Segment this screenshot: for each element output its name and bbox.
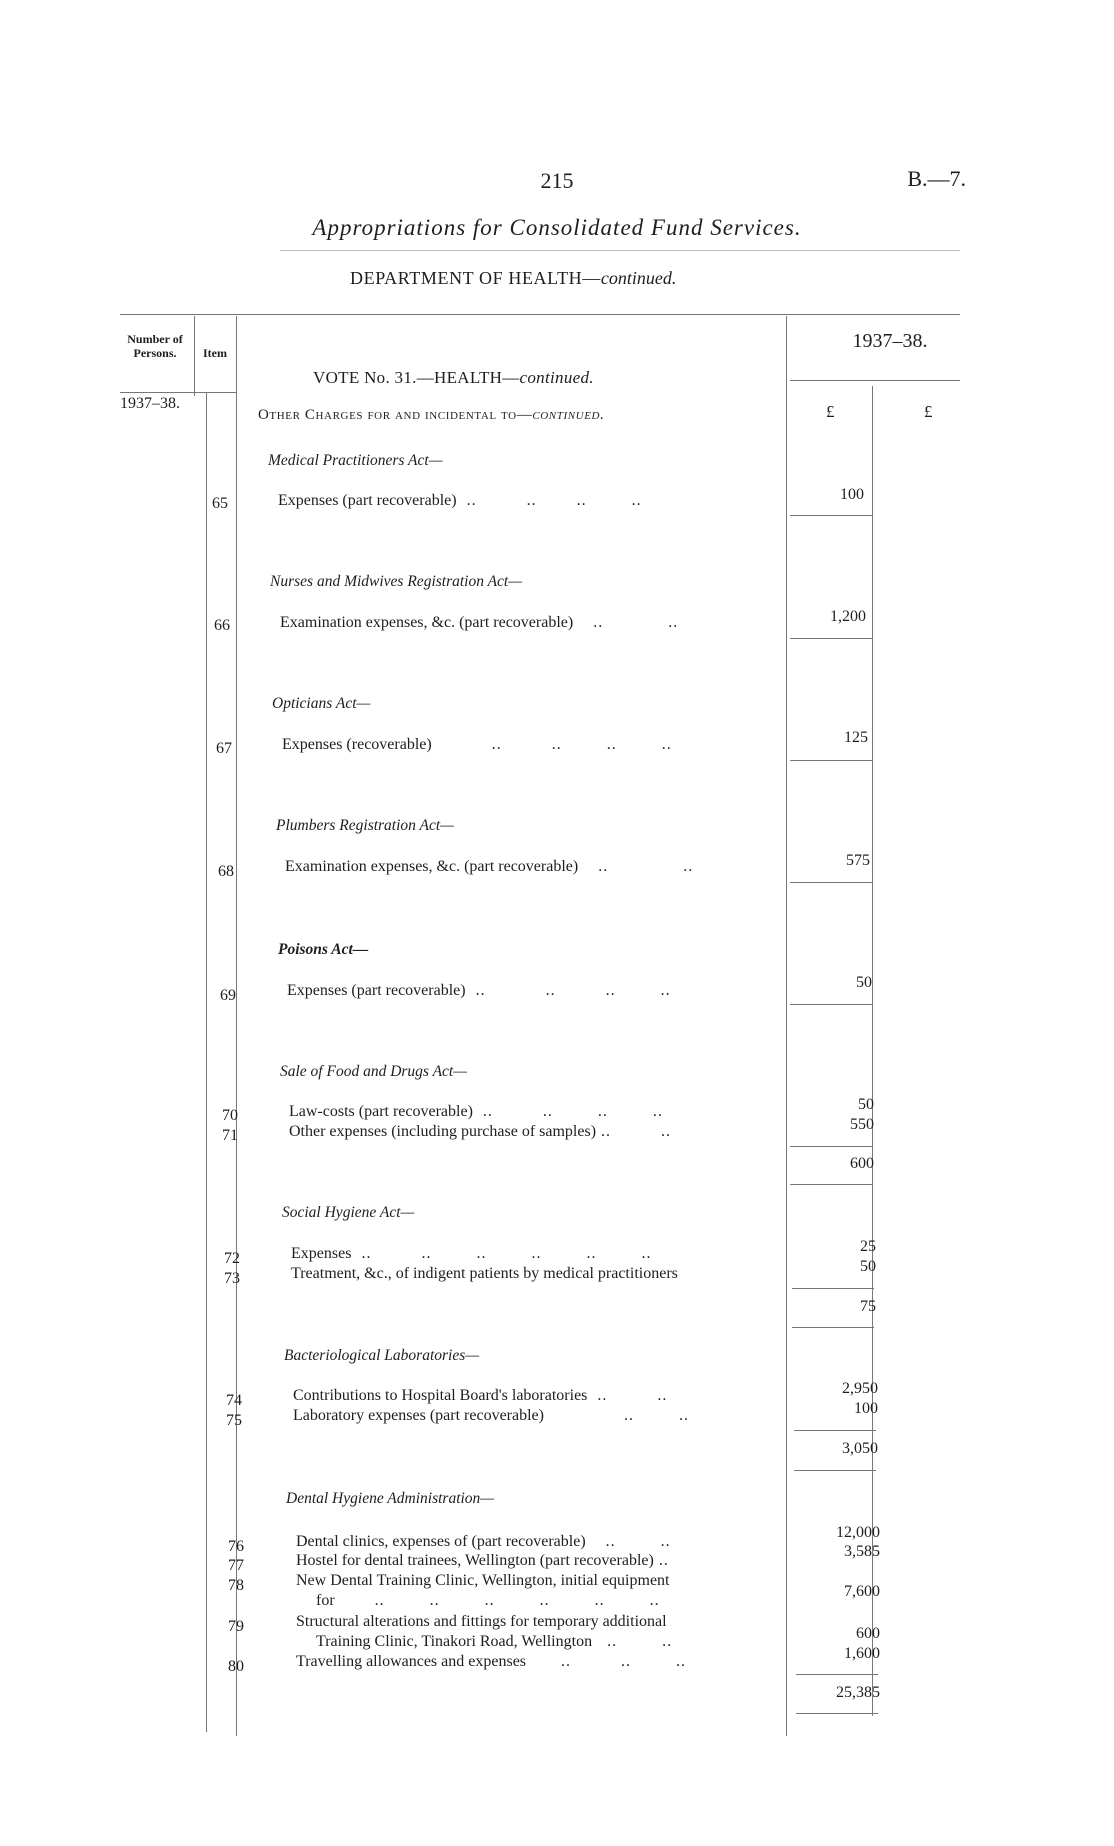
item-amount: 125 xyxy=(844,729,868,746)
amount-mid-rule xyxy=(872,386,873,1716)
item-description-continued xyxy=(316,1592,660,1610)
item-number: 66 xyxy=(214,617,230,634)
item-amount: 50 xyxy=(858,1096,874,1113)
item-header: Item xyxy=(203,346,227,360)
item-amount: 7,600 xyxy=(844,1583,880,1600)
item-description-text: Treatment, &c., of indigent patients by medical practitioners xyxy=(291,1265,678,1282)
item-description xyxy=(296,1552,669,1570)
leader-dots: .. .. .. .. xyxy=(431,736,672,753)
year-header: 1937–38. xyxy=(852,330,928,352)
item-description-text: for xyxy=(316,1592,335,1609)
amount-rule xyxy=(790,515,872,516)
item-description-text: Examination expenses, &c. (part recoverable) xyxy=(285,858,579,875)
item-amount: 12,000 xyxy=(836,1524,880,1541)
section-heading: Poisons Act— xyxy=(278,941,369,958)
item-description xyxy=(293,1407,689,1425)
leader-dots: .. .. xyxy=(585,1533,671,1550)
item-amount: 50 xyxy=(856,974,872,991)
item-number: 77 xyxy=(228,1557,244,1574)
amount-rule xyxy=(790,1184,872,1185)
item-amount: 575 xyxy=(846,852,870,869)
currency-symbol-2: £ xyxy=(924,402,933,421)
item-number: 79 xyxy=(228,1618,244,1635)
item-amount: 100 xyxy=(840,486,864,503)
item-description xyxy=(289,1103,663,1121)
item-number: 80 xyxy=(228,1658,244,1675)
item-description-text: Dental clinics, expenses of (part recoverable) xyxy=(296,1533,586,1550)
leader-dots: .. .. xyxy=(543,1407,689,1424)
department-suffix: continued. xyxy=(600,268,677,288)
item-description-text: Structural alterations and fittings for temporary additional xyxy=(296,1613,667,1630)
leader-dots: .. xyxy=(653,1552,669,1569)
item-number: 72 xyxy=(224,1250,240,1267)
section-heading: Social Hygiene Act— xyxy=(282,1204,415,1221)
item-description xyxy=(293,1387,667,1405)
leader-dots: .. .. xyxy=(587,1387,668,1404)
item-description-continued xyxy=(316,1633,672,1651)
item-amount: 1,200 xyxy=(830,608,866,625)
subtotal-rule xyxy=(792,1288,874,1289)
leader-dots: .. .. xyxy=(596,1123,672,1140)
section-heading: Bacteriological Laboratories— xyxy=(284,1347,480,1364)
leader-dots: .. .. .. .. xyxy=(472,1103,663,1120)
leader-dots: .. .. xyxy=(592,1633,673,1650)
currency-symbol-1: £ xyxy=(826,402,835,421)
item-number: 76 xyxy=(228,1538,244,1555)
subtotal-rule xyxy=(796,1674,878,1675)
title-rule xyxy=(280,250,960,251)
item-number: 70 xyxy=(222,1107,238,1124)
subtotal-rule xyxy=(794,1430,876,1431)
item-hdr-bottom-rule xyxy=(194,392,236,393)
document-reference: B.—7. xyxy=(907,166,966,191)
item-description-text: Expenses (part recoverable) xyxy=(278,492,457,509)
other-charges-suffix: continued. xyxy=(532,407,605,423)
amount-rule xyxy=(794,1470,876,1471)
item-description xyxy=(296,1533,671,1551)
year-hdr-bottom-rule xyxy=(790,380,960,381)
item-description-text: Hostel for dental trainees, Wellington (part recoverable) xyxy=(296,1552,654,1569)
leader-dots: .. .. .. .. .. .. xyxy=(351,1245,652,1262)
section-total: 25,385 xyxy=(836,1684,880,1701)
section-total: 75 xyxy=(860,1298,876,1315)
item-description-text: Contributions to Hospital Board's laboratories xyxy=(293,1387,588,1404)
item-number: 65 xyxy=(212,495,228,512)
page-title: Appropriations for Consolidated Fund Services. xyxy=(312,215,802,240)
item-description-text: Law-costs (part recoverable) xyxy=(289,1103,473,1120)
amount-rule xyxy=(790,1004,872,1005)
amount-rule xyxy=(792,1327,874,1328)
item-description xyxy=(296,1653,686,1671)
item-number: 69 xyxy=(220,987,236,1004)
item-number: 67 xyxy=(216,740,232,757)
vote-heading xyxy=(313,368,594,388)
item-description-text: Examination expenses, &c. (part recoverable) xyxy=(280,614,574,631)
item-amount: 550 xyxy=(850,1116,874,1133)
item-number: 78 xyxy=(228,1577,244,1594)
item-description-text: Expenses xyxy=(291,1245,352,1262)
item-description-text: Training Clinic, Tinakori Road, Wellington xyxy=(316,1633,593,1650)
item-description xyxy=(280,614,678,632)
item-description-text: Other expenses (including purchase of samples) xyxy=(289,1123,597,1140)
vote-suffix: continued. xyxy=(519,368,594,387)
leader-dots: .. .. xyxy=(578,858,694,875)
item-amount: 50 xyxy=(860,1258,876,1275)
item-description xyxy=(296,1572,670,1590)
section-total: 600 xyxy=(850,1155,874,1172)
item-amount: 2,950 xyxy=(842,1380,878,1397)
persons-bottom-rule xyxy=(120,392,194,393)
item-description xyxy=(285,858,693,876)
amount-rule xyxy=(796,1713,878,1714)
department-heading xyxy=(350,268,676,289)
item-description xyxy=(291,1245,651,1263)
other-charges-heading xyxy=(258,407,604,424)
item-description xyxy=(291,1265,678,1283)
leader-dots: .. .. .. .. xyxy=(456,492,642,509)
item-amount: 100 xyxy=(854,1400,878,1417)
item-left-rule xyxy=(206,392,207,1732)
item-description xyxy=(278,492,642,510)
section-total: 3,050 xyxy=(842,1440,878,1457)
item-col-rule xyxy=(236,316,237,1736)
amount-rule xyxy=(790,760,872,761)
amount-rule xyxy=(790,638,872,639)
item-amount: 600 xyxy=(856,1625,880,1642)
item-description-text: Expenses (recoverable) xyxy=(282,736,432,753)
item-description xyxy=(289,1123,671,1141)
persons-header: Number of Persons. xyxy=(127,332,183,360)
vote-text: VOTE No. 31.—HEALTH— xyxy=(313,368,520,387)
section-heading: Medical Practitioners Act— xyxy=(268,452,443,469)
item-number: 73 xyxy=(224,1270,240,1287)
item-number: 75 xyxy=(226,1412,242,1429)
item-description-text: Laboratory expenses (part recoverable) xyxy=(293,1407,544,1424)
page-number: 215 xyxy=(540,168,574,193)
persons-year: 1937–38. xyxy=(120,395,180,412)
leader-dots: .. .. .. .. .. .. xyxy=(334,1592,660,1609)
item-description-text: New Dental Training Clinic, Wellington, initial equipment xyxy=(296,1572,670,1589)
item-description-text: Travelling allowances and expenses xyxy=(296,1653,527,1670)
item-amount: 25 xyxy=(860,1238,876,1255)
section-heading: Sale of Food and Drugs Act— xyxy=(280,1063,467,1080)
item-description-text: Expenses (part recoverable) xyxy=(287,982,466,999)
department-name: DEPARTMENT OF HEALTH— xyxy=(350,268,601,288)
item-amount: 1,600 xyxy=(844,1645,880,1662)
other-charges-text: Other Charges for and incidental to— xyxy=(258,407,533,423)
leader-dots: .. .. .. .. xyxy=(465,982,671,999)
section-heading: Nurses and Midwives Registration Act— xyxy=(270,573,523,590)
item-number: 68 xyxy=(218,863,234,880)
subtotal-rule xyxy=(790,1146,872,1147)
item-description xyxy=(296,1613,667,1631)
amount-rule xyxy=(790,882,872,883)
leader-dots: .. .. xyxy=(573,614,679,631)
section-heading: Dental Hygiene Administration— xyxy=(286,1490,495,1507)
section-heading: Plumbers Registration Act— xyxy=(276,817,454,834)
amount-left-rule xyxy=(786,316,787,1736)
item-amount: 3,585 xyxy=(844,1543,880,1560)
item-number: 71 xyxy=(222,1127,238,1144)
item-number: 74 xyxy=(226,1392,242,1409)
section-heading: Opticians Act— xyxy=(272,695,371,712)
item-description xyxy=(287,982,671,1000)
leader-dots: .. .. .. xyxy=(526,1653,687,1670)
item-description xyxy=(282,736,672,754)
table-top-rule xyxy=(120,314,960,315)
